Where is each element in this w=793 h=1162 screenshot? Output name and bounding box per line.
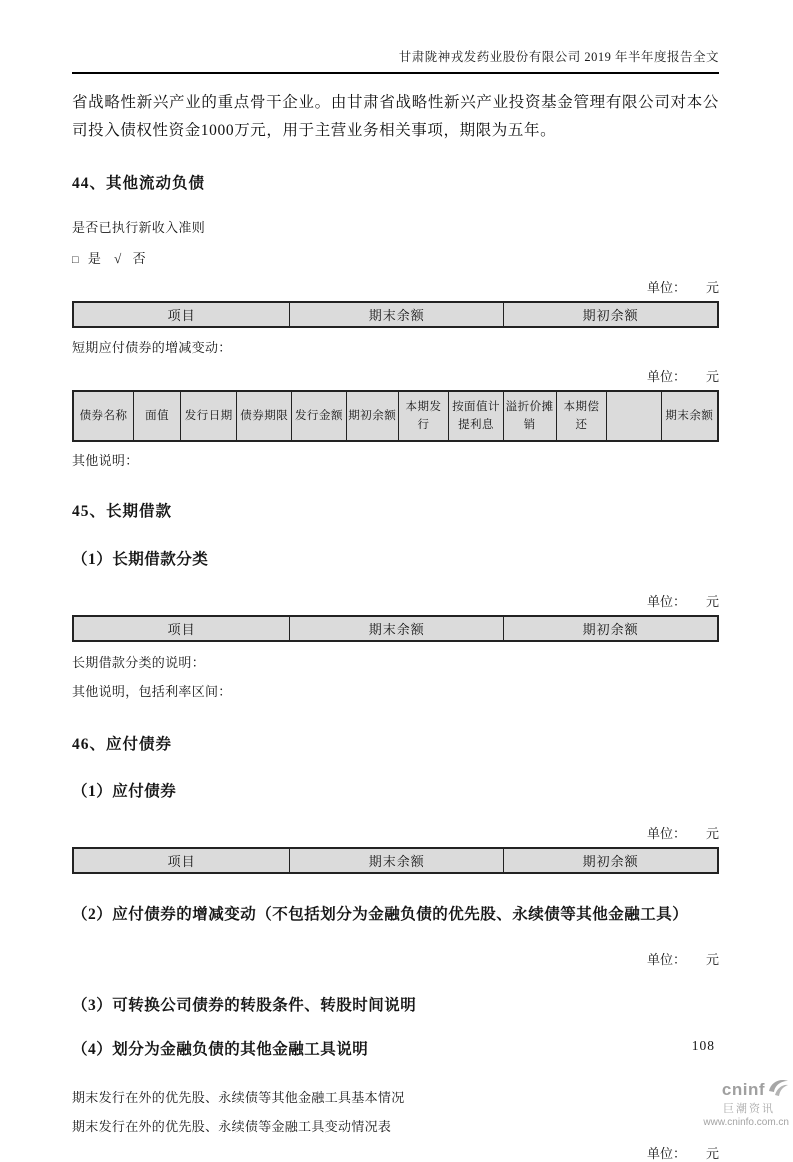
cninfo-logo: [679, 1078, 789, 1128]
section-46-sub1: （1）应付债券: [72, 783, 177, 800]
unit-value: 元: [705, 280, 719, 295]
loan-classification-note: 长期借款分类的说明：: [72, 655, 206, 670]
unit-line: [72, 277, 719, 296]
unit-line: [72, 823, 719, 842]
bond-col-current-issue: 本期发行: [398, 391, 449, 441]
unit-label: 单位：: [646, 594, 686, 609]
table-header-row: [73, 391, 718, 441]
unit-line: [72, 591, 719, 610]
unit-value: 元: [705, 826, 719, 841]
bond-col-interest-accrued: 按面值计提利息: [449, 391, 503, 441]
unit-line: [72, 949, 719, 968]
bonds-payable-table: [72, 847, 719, 874]
bond-col-issue-date: 发行日期: [181, 391, 237, 441]
unit-label: 单位：: [646, 280, 686, 295]
outstanding-instruments-note1: 期末发行在外的优先股、永续债等其他金融工具基本情况: [72, 1090, 405, 1105]
col-header-item: 项目: [73, 616, 290, 641]
bond-col-premium-amort: 溢折价摊销: [503, 391, 556, 441]
checkbox-line: [72, 248, 719, 267]
section-46-heading: 46、应付债券: [72, 736, 173, 753]
bond-col-closing-balance: 期末余额: [661, 391, 718, 441]
unit-label: 单位：: [646, 952, 686, 967]
col-header-item: 项目: [73, 302, 290, 327]
cninfo-logo-top: [679, 1078, 789, 1102]
other-note-45: 其他说明，包括利率区间：: [72, 684, 232, 699]
cninfo-brand: cninf: [721, 1080, 765, 1099]
col-header-item: 项目: [73, 848, 290, 873]
section-44-heading: 44、其他流动负债: [72, 175, 206, 192]
section-46-sub3: （3）可转换公司债券的转股条件、转股时间说明: [72, 997, 417, 1014]
unit-label: 单位：: [646, 1146, 686, 1161]
unit-value: 元: [705, 594, 719, 609]
table-header-row: [73, 616, 718, 641]
other-current-liabilities-table: [72, 301, 719, 328]
cninfo-swirl-icon: [767, 1078, 789, 1102]
unchecked-box-symbol: □: [72, 254, 79, 266]
section-45-heading: 45、长期借款: [72, 503, 173, 520]
col-header-ending-balance: 期末余额: [290, 616, 504, 641]
short-term-bond-change-note: 短期应付债券的增减变动：: [72, 340, 232, 355]
yes-label: 是: [87, 251, 101, 266]
section-46-sub4: （4）划分为金融负债的其他金融工具说明: [72, 1041, 369, 1058]
col-header-beginning-balance: 期初余额: [504, 616, 718, 641]
unit-label: 单位：: [646, 369, 686, 384]
unit-value: 元: [705, 1146, 719, 1161]
unit-value: 元: [705, 952, 719, 967]
cninfo-chinese-name: 巨潮资讯: [723, 1103, 775, 1115]
col-header-beginning-balance: 期初余额: [504, 302, 718, 327]
section-45-sub1: （1）长期借款分类: [72, 551, 209, 568]
col-header-beginning-balance: 期初余额: [504, 848, 718, 873]
unit-value: 元: [705, 369, 719, 384]
bond-col-term: 债券期限: [237, 391, 292, 441]
col-header-ending-balance: 期末余额: [290, 848, 504, 873]
intro-paragraph: 省战略性新兴产业的重点骨干企业。由甘肃省战略性新兴产业投资基金管理有限公司对本公司投入债权性资金1000万元，用于主营业务相关事项，期限为五年。: [72, 94, 719, 139]
bond-col-blank: [607, 391, 661, 441]
section-46-sub2: （2）应付债券的增减变动（不包括划分为金融负债的优先股、永续债等其他金融工具）: [72, 906, 689, 923]
table-header-row: [73, 302, 718, 327]
bond-col-name: 债券名称: [73, 391, 134, 441]
col-header-ending-balance: 期末余额: [290, 302, 504, 327]
long-term-loan-table: [72, 615, 719, 642]
bond-col-repayment: 本期偿还: [556, 391, 607, 441]
other-note-44: 其他说明：: [72, 453, 139, 468]
bond-col-face-value: 面值: [134, 391, 181, 441]
no-label: 否: [132, 251, 146, 266]
check-mark-symbol: √: [114, 251, 122, 266]
bond-col-issue-amount: 发行金额: [292, 391, 347, 441]
unit-line: [72, 366, 719, 385]
table-header-row: [73, 848, 718, 873]
unit-label: 单位：: [646, 826, 686, 841]
short-term-bond-table: [72, 390, 719, 442]
bond-col-opening-balance: 期初余额: [346, 391, 398, 441]
page-number: 108: [691, 1038, 715, 1053]
cninfo-url: www.cninfo.com.cn: [703, 1117, 789, 1128]
report-header-title: 甘肃陇神戎发药业股份有限公司 2019 年半年度报告全文: [72, 0, 719, 74]
outstanding-instruments-note2: 期末发行在外的优先股、永续债等金融工具变动情况表: [72, 1119, 392, 1134]
unit-line: [72, 1143, 719, 1162]
new-revenue-question: 是否已执行新收入准则: [72, 220, 206, 235]
